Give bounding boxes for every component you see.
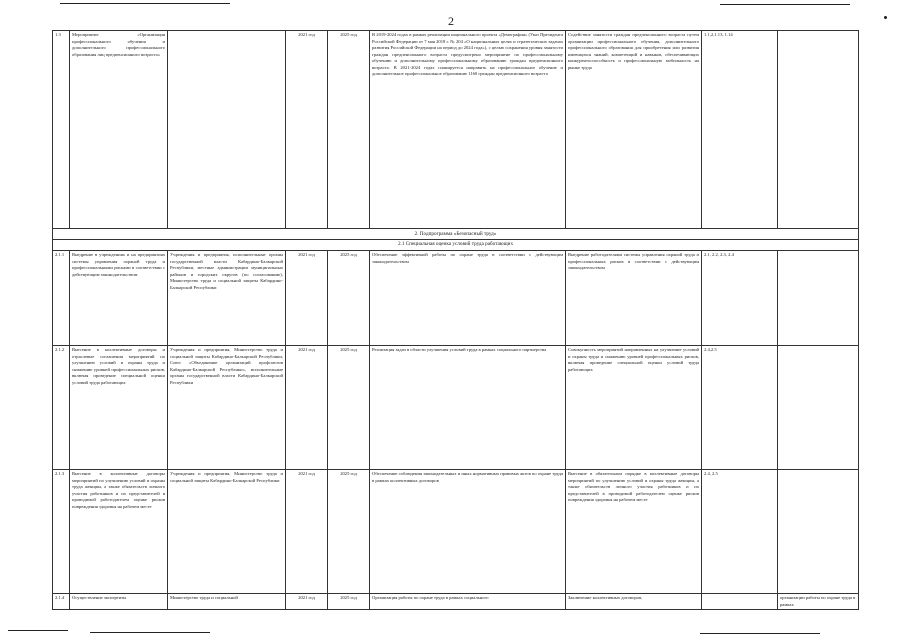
subsection-title: 2.1 Специальная оценка условий труда работающих: [53, 240, 859, 251]
table-row: [53, 470, 859, 594]
row-number: 2.1.4: [53, 594, 70, 610]
indicators: 2.1, 2.2, 2.3, 2.4: [702, 251, 778, 346]
executor: Министерство труда и социальной: [168, 594, 286, 610]
end-year: 2025 год: [328, 346, 370, 470]
indicators: 2.4, 2.5: [702, 470, 778, 594]
start-year: 2021 год: [286, 346, 328, 470]
event-name: Внесение в коллективные договоры и отраслевые соглашения мероприятий по улучшению условий и охраны труда и снижению уровней профессиональных рисков, включая проведение специальной оценки условий труда работающих: [70, 346, 168, 470]
event-content: В 2019-2024 годах в рамках реализации национального проекта «Демография» (Указ Президента Российской Федерации от 7 мая 2018 г. № 204 «О национальных целях и стратегических задачах развития Российской Федерации на период до 2024 года»), с целью сохранения уровня занятости граждан предпенсионного возраста предусмотрено мероприятие по профессиональному обучению и дополнительному профессиональному образованию граждан предпенсионного возраста. В 2021-2024 годах планируется направить на профессиональное обучение и дополнительное профессиональное образование 1160 граждан предпенсионного возраста: [370, 31, 566, 229]
row-number: 2.1.1: [53, 251, 70, 346]
expected-result: Внесение в обязательном порядке в коллективные договоры мероприятий по улучшению условий и охраны труда женщин, а также обязательств личного участия работников и их представителей в проводимой работодателем оценке рисков повреждения здоровья на рабочем месте: [566, 470, 702, 594]
scan-mark-bottom-right: [700, 633, 820, 634]
start-year: 2021 год: [286, 31, 328, 229]
expected-result: Совокупность мероприятий направленных на улучшение условий и охраны труда и снижению уровней профессиональных рисков, включая проведение специальной оценки условий труда работающих: [566, 346, 702, 470]
end-year: 2025 год: [328, 594, 370, 610]
table-row: [53, 346, 859, 470]
extra-cell: организации работы по охране труда в рамках: [778, 594, 859, 610]
event-content: Организация работы по охране труда в рамках социального: [370, 594, 566, 610]
event-content: Обеспечение соблюдения законодательных и иных нормативных правовых актов по охране труда в рамках коллективных договоров: [370, 470, 566, 594]
scan-mark-top-left: [60, 3, 230, 4]
event-name: Осуществление экспертизы: [70, 594, 168, 610]
program-table: [52, 30, 859, 610]
scan-mark-top-right: [720, 4, 850, 5]
section-row: [53, 229, 859, 240]
extra-cell: [778, 31, 859, 229]
indicators: [702, 594, 778, 610]
subsection-row: [53, 240, 859, 251]
end-year: 2025 год: [328, 470, 370, 594]
end-year: 2025 год: [328, 251, 370, 346]
event-name: Мероприятие «Организация профессионального обучения и дополнительного профессионального образования лиц предпенсионного возраста»: [70, 31, 168, 229]
event-name: Внесение в коллективные договоры мероприятий по улучшению условий и охраны труда женщин, а также обязательств личного участия работников и их представителей в проводимой работодателем оценке рисков повреждения здоровья на рабочем месте: [70, 470, 168, 594]
scan-mark-bottom-mid: [90, 632, 210, 633]
start-year: 2021 год: [286, 594, 328, 610]
expected-result: Содействие занятости граждан предпенсионного возраста путем организации профессионального обучения, дополнительного профессионального образования для приобретения или развития имеющихся знаний, компетенций и навыков, обеспечивающих конкурентоспособность и профессиональную мобильность на рынке труда: [566, 31, 702, 229]
table-row: [53, 31, 859, 229]
extra-cell: [778, 251, 859, 346]
event-content: Реализация задач в области улучшения условий труда в рамках социального партнерства: [370, 346, 566, 470]
indicators: 2.4,2.5: [702, 346, 778, 470]
scan-mark-dot: [884, 16, 887, 19]
section-title: 2. Подпрограмма «Безопасный труд»: [53, 229, 859, 240]
table-row: [53, 251, 859, 346]
page-number: 2: [448, 14, 454, 28]
indicators: 1.1,2,1.13, 1.14: [702, 31, 778, 229]
table-row: [53, 594, 859, 610]
row-number: 1.3: [53, 31, 70, 229]
executor: [168, 31, 286, 229]
end-year: 2025 год: [328, 31, 370, 229]
executor: Учреждения и предприятия, исполнительные органы государственной власти Кабардино-Балкарской Республики, местные администрации муниципальных районов и городских округов (по согласованию), Министерство труда и социальной защиты Кабардино-Балкарской Республики: [168, 251, 286, 346]
extra-cell: [778, 470, 859, 594]
scan-mark-bottom-left: [8, 630, 68, 631]
row-number: 2.1.2: [53, 346, 70, 470]
executor: Учреждения и предприятия, Министерство труда и социальной защиты Кабардино-Балкарской Республики, Союз «Объединение организаций профсоюзов Кабардино-Балкарской Республики», исполнительные органы государственной власти Кабардино-Балкарской Республики: [168, 346, 286, 470]
expected-result: Заключение коллективных договоров,: [566, 594, 702, 610]
start-year: 2021 год: [286, 251, 328, 346]
extra-cell: [778, 346, 859, 470]
executor: Учреждения и предприятия, Министерство труда и социальной защиты Кабардино-Балкарской Республики: [168, 470, 286, 594]
row-number: 2.1.3: [53, 470, 70, 594]
event-content: Обеспечение эффективной работы по охране труда в соответствии с действующим законодательством: [370, 251, 566, 346]
expected-result: Внедрение работодателями системы управления охраной труда и профессиональных рисков в соответствии с действующим законодательством: [566, 251, 702, 346]
start-year: 2021 год: [286, 470, 328, 594]
event-name: Внедрение в учреждениях и на предприятиях системы управления охраной труда и профессиональными рисками в соответствии с действующим законодательством: [70, 251, 168, 346]
